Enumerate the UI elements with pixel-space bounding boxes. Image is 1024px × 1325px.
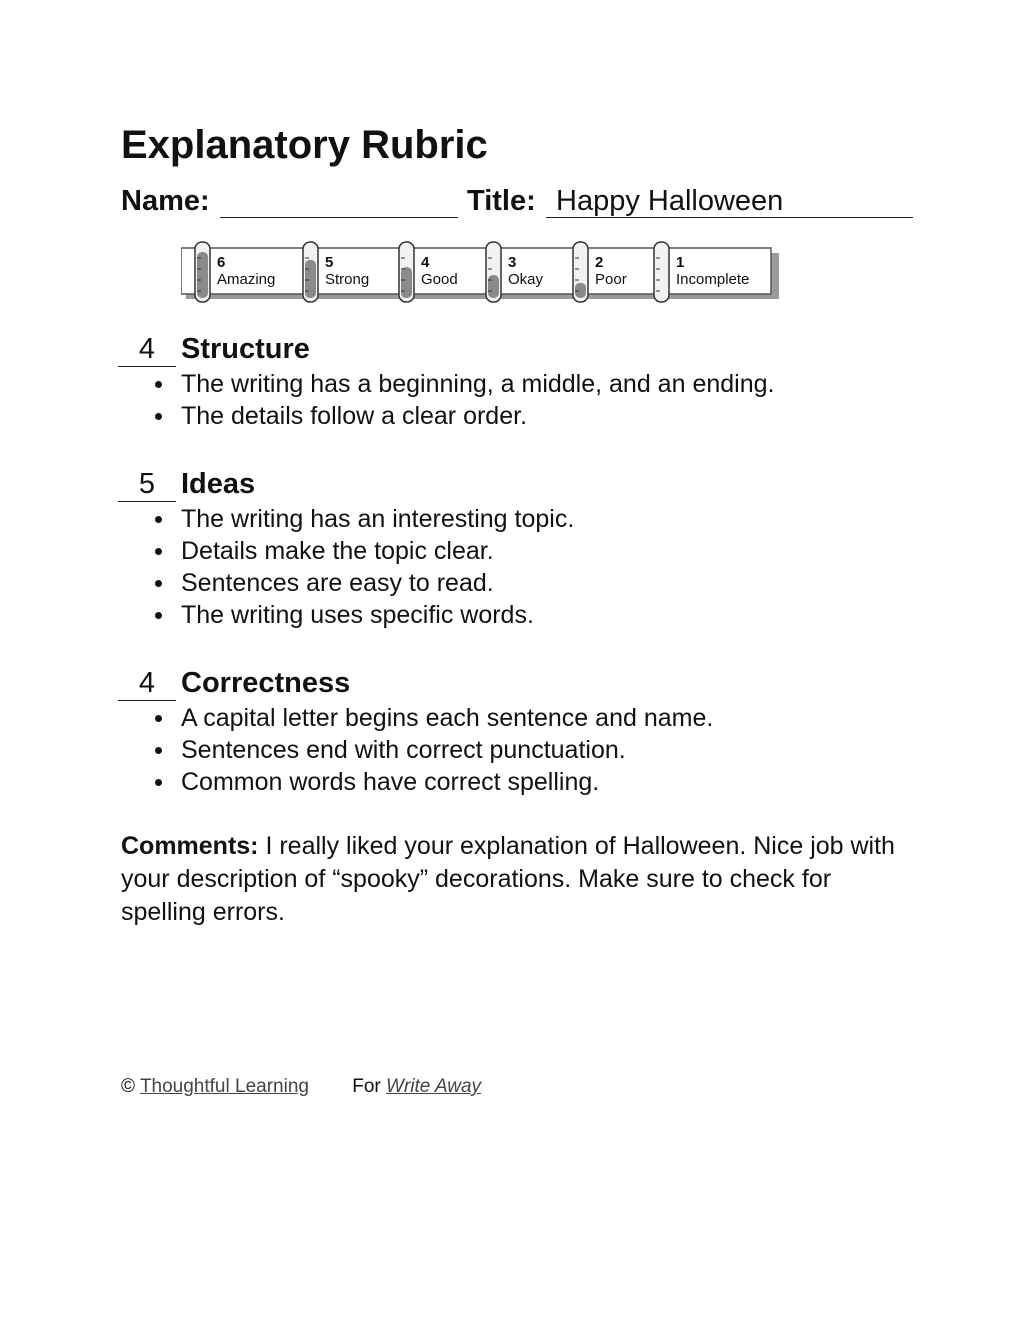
- scale-label: Okay: [508, 271, 544, 288]
- criterion-item-text: A capital letter begins each sentence and name.: [181, 704, 714, 732]
- for-label: For: [352, 1076, 381, 1097]
- criterion-item-text: Common words have correct spelling.: [181, 768, 600, 796]
- criterion-item: [118, 368, 918, 400]
- scale-score: 4: [421, 254, 430, 271]
- criterion-item-text: The writing has a beginning, a middle, and an ending.: [181, 370, 775, 398]
- bullet-icon: [155, 715, 162, 722]
- comments-label: Comments:: [121, 832, 259, 860]
- criterion-item-text: The details follow a clear order.: [181, 402, 528, 430]
- footer: [121, 1075, 481, 1099]
- criterion-item: [118, 766, 918, 798]
- criterion-item-text: Sentences are easy to read.: [181, 569, 494, 597]
- bullet-icon: [155, 580, 162, 587]
- name-label: Name:: [121, 185, 210, 217]
- criterion-structure: [118, 332, 918, 432]
- tube-fill: [401, 267, 412, 298]
- copyright-symbol: ©: [121, 1076, 135, 1097]
- scale-label: Strong: [325, 271, 370, 288]
- book-title: Write Away: [386, 1076, 482, 1097]
- scale-label: Poor: [595, 271, 627, 288]
- title-value[interactable]: Happy Halloween: [556, 185, 784, 217]
- scale-label: Good: [421, 271, 458, 288]
- criterion-header: [118, 332, 918, 366]
- bullet-icon: [155, 612, 162, 619]
- criterion-title: Ideas: [181, 468, 256, 500]
- criterion-header: [118, 467, 918, 501]
- criterion-item-text: The writing has an interesting topic.: [181, 505, 575, 533]
- comments: [121, 830, 921, 929]
- criterion-item: [118, 702, 918, 734]
- scale-label: Incomplete: [676, 271, 750, 288]
- bullet-icon: [155, 779, 162, 786]
- scale-label: Amazing: [217, 271, 276, 288]
- scale-score: 6: [217, 254, 226, 271]
- tube-fill: [575, 283, 586, 298]
- title-label: Title:: [467, 185, 536, 217]
- comments-text: I really liked your explanation of Halloween. Nice job with your description of “spooky” decorations. Make sure to check for spelling errors.: [121, 832, 895, 926]
- criterion-correctness: [118, 666, 918, 798]
- criterion-item-text: Sentences end with correct punctuation.: [181, 736, 626, 764]
- bullet-icon: [155, 548, 162, 555]
- bullet-icon: [155, 413, 162, 420]
- criterion-score[interactable]: 4: [118, 332, 176, 367]
- name-underline: [220, 217, 458, 218]
- page-title: Explanatory Rubric: [121, 123, 488, 167]
- book-link[interactable]: [386, 1076, 481, 1097]
- criterion-item: [118, 503, 918, 535]
- criterion-item: [118, 599, 918, 631]
- criterion-title: Correctness: [181, 667, 351, 699]
- criterion-score[interactable]: 4: [118, 666, 176, 701]
- title-underline: [546, 217, 913, 218]
- rating-scale-graphic: [181, 240, 781, 306]
- bullet-icon: [155, 747, 162, 754]
- criterion-score[interactable]: 5: [118, 467, 176, 502]
- criterion-item: [118, 567, 918, 599]
- criterion-item-text: The writing uses specific words.: [181, 601, 534, 629]
- criterion-item: [118, 400, 918, 432]
- scale-score: 1: [676, 254, 685, 271]
- criterion-list: [118, 368, 918, 432]
- criterion-item: [118, 535, 918, 567]
- criterion-item-text: Details make the topic clear.: [181, 537, 494, 565]
- scale-score: 3: [508, 254, 517, 271]
- criterion-item: [118, 734, 918, 766]
- tube-fill: [305, 260, 316, 298]
- bullet-icon: [155, 381, 162, 388]
- scale-score: 5: [325, 254, 334, 271]
- tube-fill: [488, 275, 499, 298]
- test-tube-icon: [654, 242, 669, 302]
- scale-score: 2: [595, 254, 604, 271]
- bullet-icon: [155, 516, 162, 523]
- criterion-title: Structure: [181, 333, 310, 365]
- criterion-list: [118, 702, 918, 798]
- publisher-link[interactable]: Thoughtful Learning: [139, 1076, 309, 1097]
- criterion-ideas: [118, 467, 918, 631]
- criterion-list: [118, 503, 918, 631]
- criterion-header: [118, 666, 918, 700]
